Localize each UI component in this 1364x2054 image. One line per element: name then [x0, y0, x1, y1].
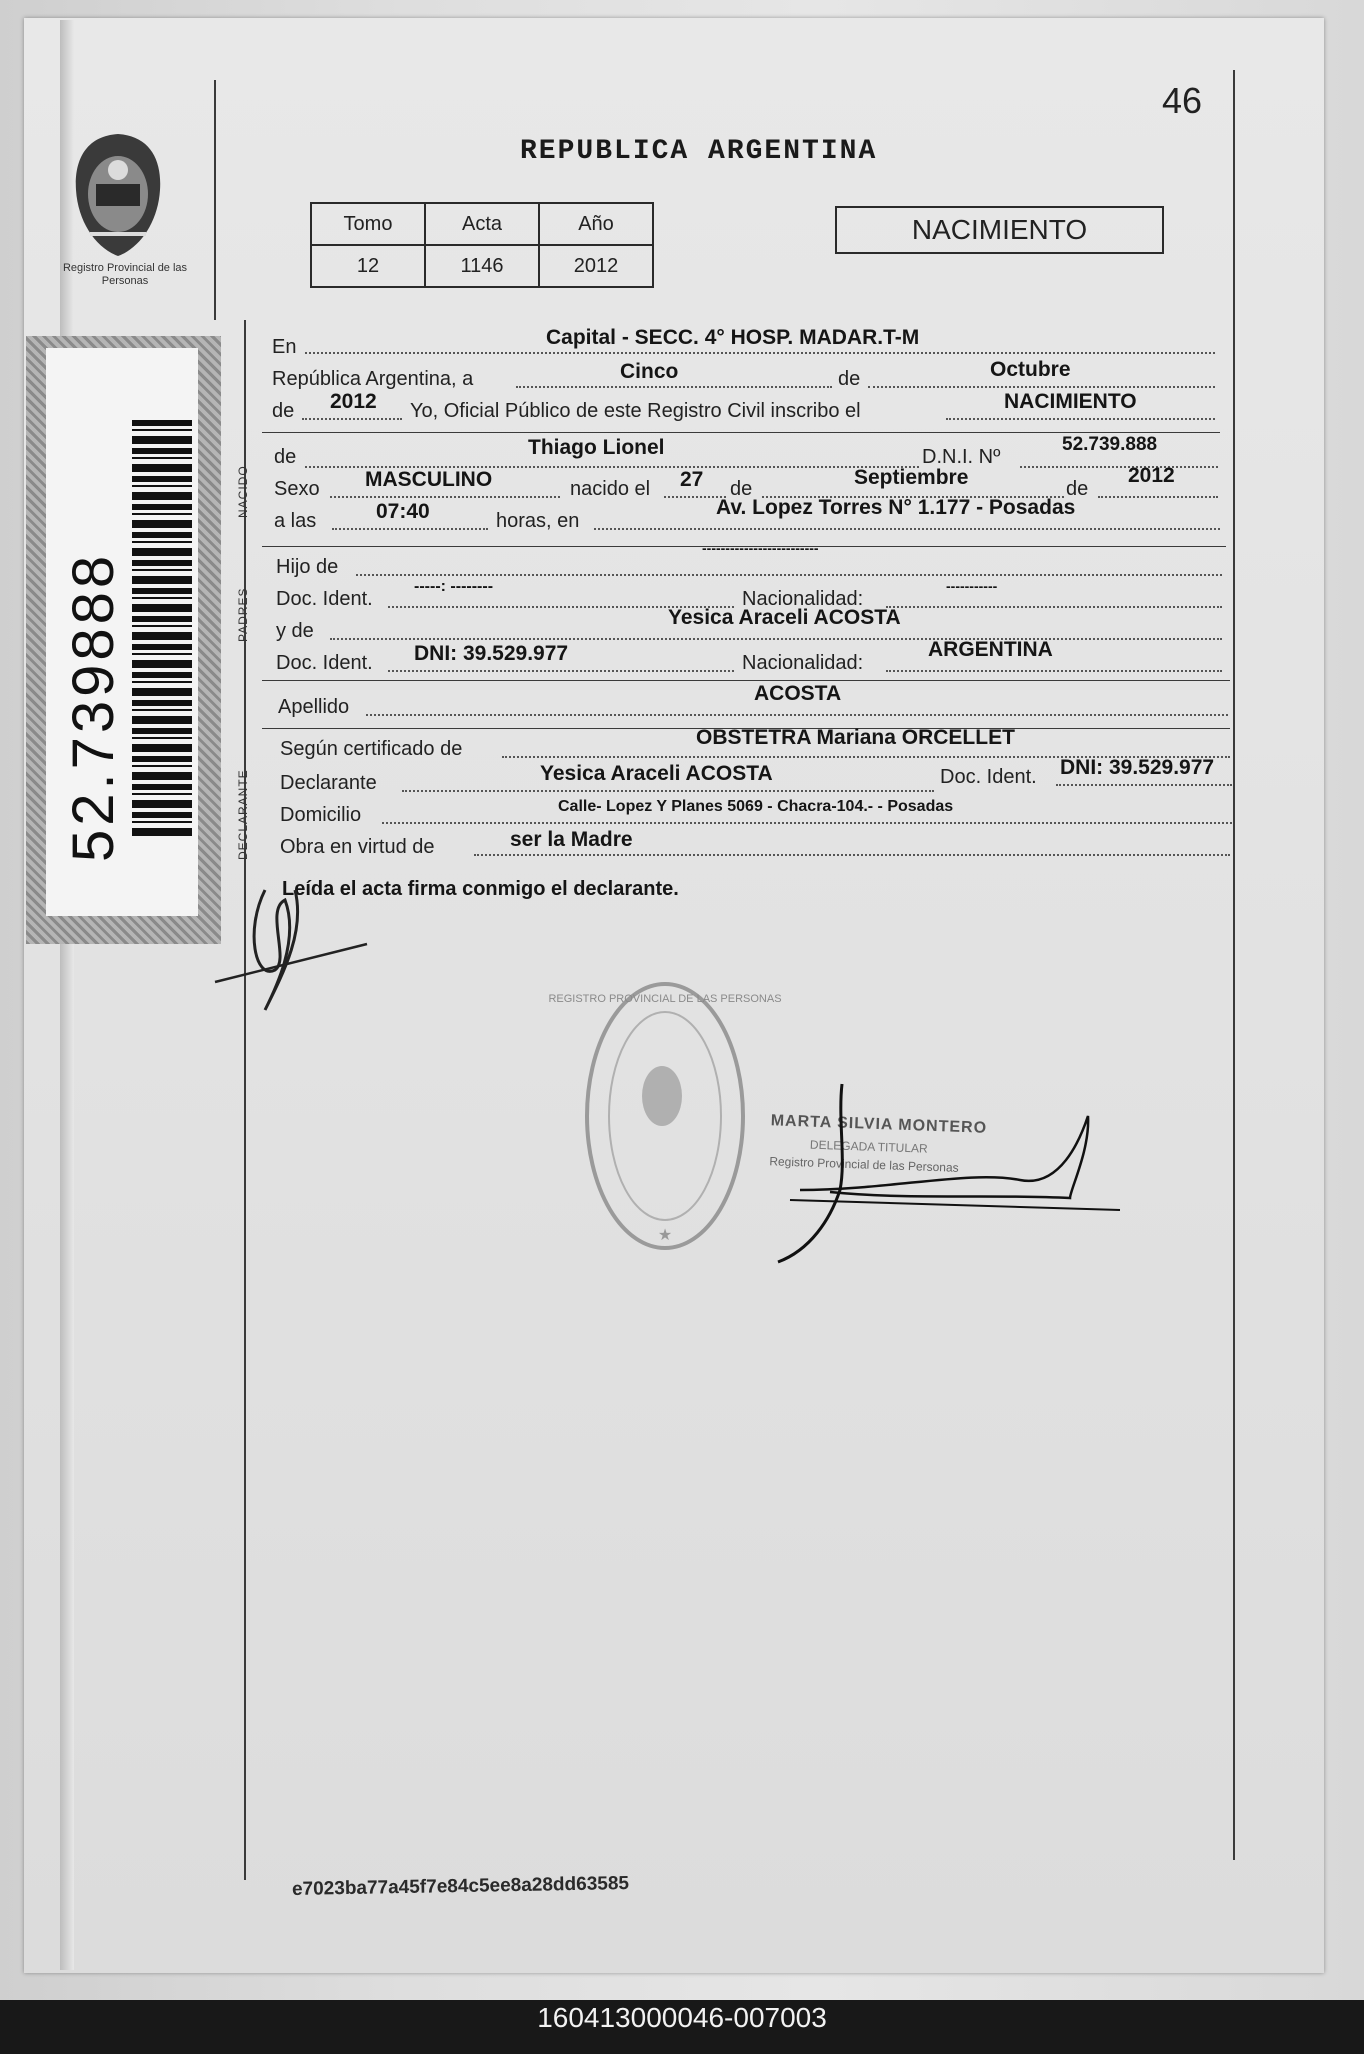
obra-line	[474, 854, 1230, 856]
register-header-tomo: Tomo	[311, 203, 425, 245]
official-seal-icon	[548, 972, 782, 1260]
page-fold	[60, 20, 74, 1970]
domicilio-line	[382, 822, 1232, 824]
year-line	[302, 418, 402, 420]
republica-label: República Argentina, a	[272, 368, 474, 390]
day-line	[516, 386, 832, 388]
mother-doc-line	[388, 670, 734, 672]
father-nationality: -----------	[946, 578, 998, 594]
provincial-emblem-icon	[66, 130, 170, 260]
birth-day: 27	[680, 468, 704, 491]
section-divider-nacido	[262, 432, 1220, 433]
dni-line	[1020, 466, 1218, 468]
left-margin-line	[214, 80, 216, 320]
month-line	[868, 386, 1215, 388]
declarant-signature-icon	[205, 870, 375, 1020]
register-value-acta: 1146	[425, 245, 539, 287]
side-label-padres: PADRES	[236, 587, 250, 642]
register-value-tomo: 12	[311, 245, 425, 287]
official-signature-icon	[770, 1080, 1110, 1270]
declarant-doc-label: Doc. Ident.	[940, 766, 1037, 788]
a-las-label: a las	[274, 510, 317, 532]
birth-month: Septiembre	[854, 466, 969, 489]
form-left-line	[244, 320, 246, 1880]
seal-text: REGISTRO PROVINCIAL DE LAS PERSONAS	[548, 993, 782, 1005]
declarant-doc-line	[1056, 784, 1232, 786]
birth-time: 07:40	[376, 500, 430, 523]
footer-code: 160413000046-007003	[537, 2002, 827, 2033]
de-year-label: de	[272, 400, 295, 422]
dni-label: D.N.I. Nº	[922, 446, 1001, 468]
act-type: NACIMIENTO	[1004, 390, 1137, 413]
registration-month: Octubre	[990, 358, 1071, 381]
domicilio-label: Domicilio	[280, 804, 362, 826]
mother-doc: DNI: 39.529.977	[414, 642, 569, 665]
child-name: Thiago Lionel	[528, 436, 665, 459]
right-margin-line	[1233, 70, 1235, 1860]
child-sex: MASCULINO	[365, 468, 493, 491]
hijo-de-label: Hijo de	[276, 556, 339, 578]
register-table	[310, 202, 654, 288]
document-hash: e7023ba77a45f7e84c5ee8a28dd63585	[291, 1873, 630, 1900]
mother-line	[330, 638, 1222, 640]
mother-nationality-line	[886, 670, 1222, 672]
barcode-number: 52.739888	[61, 551, 126, 862]
child-dni: 52.739.888	[1062, 434, 1158, 455]
apellido-line	[366, 714, 1228, 716]
birth-place: Av. Lopez Torres N° 1.177 - Posadas	[716, 496, 1076, 519]
stamp-institution: Registro Provincial de las Personas	[769, 1154, 959, 1175]
de-label: de	[838, 368, 861, 390]
father-nationality-line	[886, 606, 1222, 608]
barcode-icon	[132, 420, 192, 840]
birth-place-registry: Capital - SECC. 4° HOSP. MADAR.T-M	[546, 326, 920, 349]
birth-year: 2012	[1128, 464, 1175, 487]
birth-de-label: de	[730, 478, 753, 500]
declarant-doc: DNI: 39.529.977	[1060, 756, 1215, 779]
side-label-declarante: DECLARANTE	[236, 769, 250, 860]
register-value-anio: 2012	[539, 245, 653, 287]
act-type-line	[946, 418, 1215, 420]
declarante-line	[402, 790, 934, 792]
inscribo-text: Yo, Oficial Público de este Registro Civil inscribo el	[410, 400, 861, 422]
page-title: REPUBLICA ARGENTINA	[520, 136, 878, 167]
birth-year-line	[1098, 496, 1218, 498]
declarant-relation: ser la Madre	[510, 828, 633, 851]
father-nationality-label: Nacionalidad:	[742, 588, 864, 610]
registration-year: 2012	[330, 390, 377, 413]
section-divider-apellido	[262, 680, 1230, 681]
birth-place-line	[594, 528, 1220, 530]
time-line	[332, 528, 488, 530]
declarant-name: Yesica Araceli ACOSTA	[540, 762, 773, 785]
en-label: En	[272, 336, 297, 358]
certificate-issuer: OBSTETRA Mariana ORCELLET	[696, 726, 1015, 749]
certificado-label: Según certificado de	[280, 738, 463, 760]
stamp-name: MARTA SILVIA MONTERO	[770, 1112, 988, 1137]
register-header-acta: Acta	[425, 203, 539, 245]
mother-name: Yesica Araceli ACOSTA	[668, 606, 901, 629]
father-doc-label: Doc. Ident.	[276, 588, 373, 610]
apellido-label: Apellido	[278, 696, 350, 718]
y-de-label: y de	[276, 620, 314, 642]
declarant-address: Calle- Lopez Y Planes 5069 - Chacra-104.- - Posadas	[558, 798, 954, 815]
sexo-label: Sexo	[274, 478, 320, 500]
mother-doc-label: Doc. Ident.	[276, 652, 373, 674]
mother-nationality: ARGENTINA	[928, 638, 1053, 661]
emblem-caption: Registro Provincial de las Personas	[62, 262, 188, 287]
sexo-line	[330, 496, 560, 498]
birth-de-year-label: de	[1066, 478, 1089, 500]
father-line	[356, 574, 1222, 576]
father-name: -------------------------	[702, 540, 819, 556]
father-doc: -----: --------	[414, 578, 494, 595]
document-type-box: NACIMIENTO	[835, 206, 1164, 254]
stamp-role: DELEGADA TITULAR	[809, 1137, 928, 1156]
closing-text: Leída el acta firma conmigo el declarante.	[282, 878, 679, 900]
nacido-de-label: de	[274, 446, 297, 468]
nacido-el-label: nacido el	[570, 478, 651, 500]
surname: ACOSTA	[754, 682, 842, 705]
place-line	[305, 352, 1215, 354]
svg-text:★: ★	[657, 1227, 673, 1244]
horas-label: horas, en	[496, 510, 580, 532]
mother-nationality-label: Nacionalidad:	[742, 652, 864, 674]
register-header-anio: Año	[539, 203, 653, 245]
obra-label: Obra en virtud de	[280, 836, 435, 858]
declarante-label: Declarante	[280, 772, 377, 794]
page-number: 46	[1162, 80, 1203, 121]
side-label-nacido: NACIDO	[236, 465, 250, 518]
registration-day: Cinco	[620, 360, 679, 383]
